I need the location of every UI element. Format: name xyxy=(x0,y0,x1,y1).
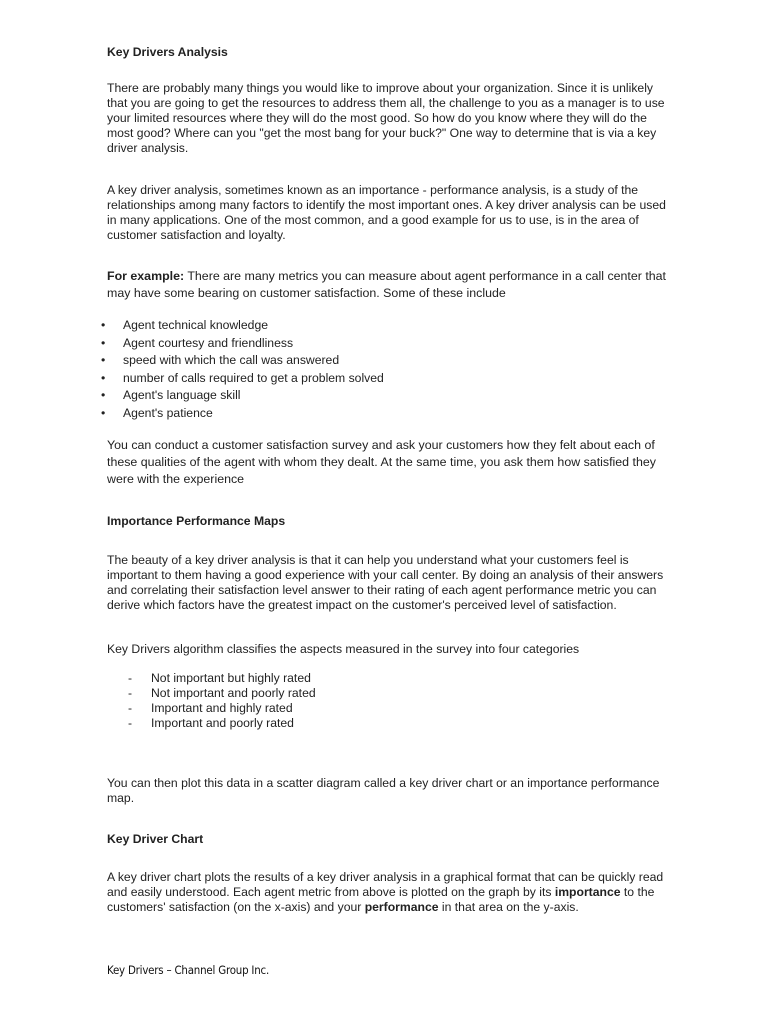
metrics-list xyxy=(107,317,667,422)
categories-list xyxy=(107,671,667,731)
list-item: • Agent courtesy and friendliness xyxy=(107,335,667,353)
chart-paragraph xyxy=(107,870,667,915)
list-item: • speed with which the call was answered xyxy=(107,352,667,370)
chart-paragraph-text: A key driver chart plots the results of a key driver analysis in a graphical format that can be quickly read and easily understood. Each agent metric from above is plotted on the graph by its xyxy=(107,870,664,899)
survey-paragraph: You can conduct a customer satisfaction survey and ask your customers how they felt about each of these qualities of the agent with whom they dealt. At the same time, you ask them how satisfied they were with the experience xyxy=(107,438,656,486)
list-item: • number of calls required to get a problem solved xyxy=(107,370,667,388)
importance-term: importance xyxy=(554,885,621,899)
list-item: - Not important but highly rated xyxy=(107,671,667,686)
definition-paragraph: A key driver analysis, sometimes known as an importance - performance analysis, is a study of the relationships among many factors to identify the most important ones. A key driver analysis can be used in many applications. One of the most common, and a good example for us to use, is in the area of customer satisfaction and loyalty. xyxy=(107,183,666,242)
list-item: • Agent's language skill xyxy=(107,387,667,405)
chart-paragraph-text: to the customers' satisfaction (on the x-axis) and your xyxy=(107,885,655,914)
algorithm-paragraph: Key Drivers algorithm classifies the aspects measured in the survey into four categories xyxy=(107,642,580,656)
list-item: - Not important and poorly rated xyxy=(107,686,667,701)
example-paragraph xyxy=(107,268,667,302)
chart-heading: Key Driver Chart xyxy=(107,832,204,846)
example-text: There are many metrics you can measure about agent performance in a call center that may have some bearing on customer satisfaction. Some of these include xyxy=(107,269,667,300)
page-footer: Key Drivers – Channel Group Inc. xyxy=(107,963,270,977)
maps-paragraph: The beauty of a key driver analysis is that it can help you understand what your customers feel is important to them having a good experience with your call center. By doing an analysis of their answers and correlating their satisfaction level answer to their rating of each agent performance metric you can derive which factors have the greatest impact on the customer's perceived level of satisfaction. xyxy=(107,553,664,612)
list-item: - Important and poorly rated xyxy=(107,716,667,731)
maps-heading: Importance Performance Maps xyxy=(107,514,286,528)
chart-paragraph-text: in that area on the y-axis. xyxy=(438,900,579,914)
performance-term: performance xyxy=(364,900,439,914)
plot-paragraph: You can then plot this data in a scatter diagram called a key driver chart or an importance performance map. xyxy=(107,776,660,805)
list-item: • Agent's patience xyxy=(107,405,667,423)
intro-paragraph: There are probably many things you would like to improve about your organization. Since it is unlikely that you are going to get the resources to address them all, the challenge to you as a manager is to use your limited resources where they will do the most good. So how do you know where they will do the most good? Where can you "get the most bang for your buck?" One way to determine that is via a key driver analysis. xyxy=(107,81,665,155)
list-item: - Important and highly rated xyxy=(107,701,667,716)
page-title: Key Drivers Analysis xyxy=(107,45,228,59)
list-item: • Agent technical knowledge xyxy=(107,317,667,335)
example-label: For example: xyxy=(107,269,185,283)
